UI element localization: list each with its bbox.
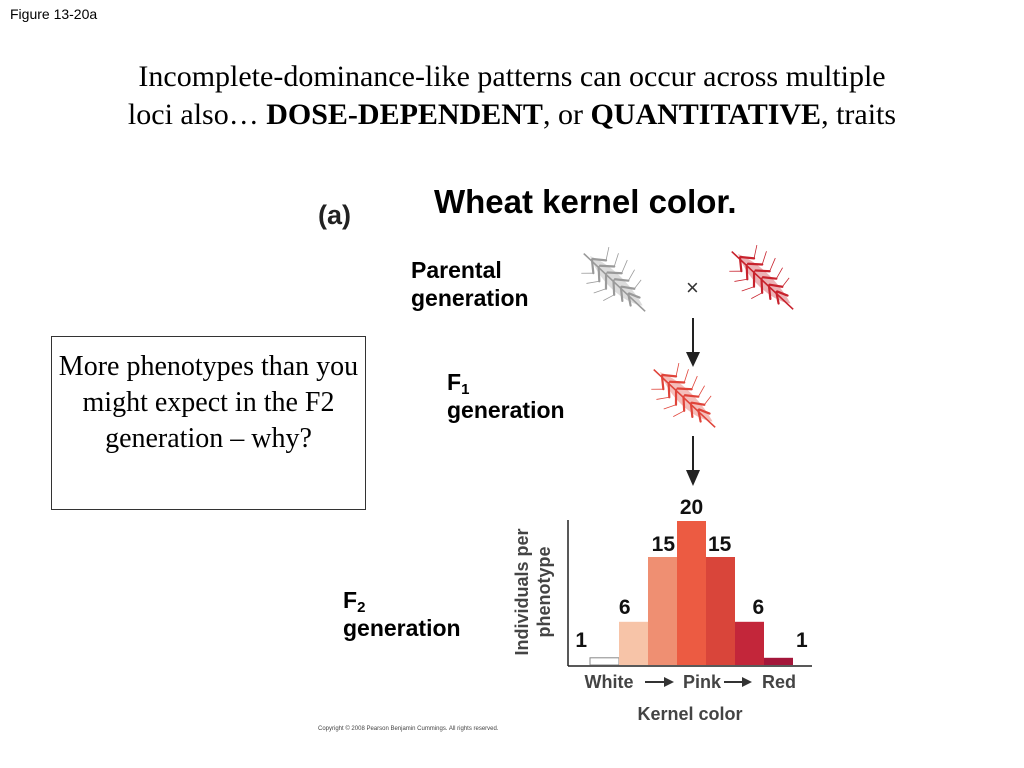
white-wheat-icon xyxy=(570,235,661,329)
x-tick-red: Red xyxy=(761,672,797,692)
bar-0 xyxy=(590,658,619,665)
bar-1 xyxy=(619,622,648,665)
y-axis-label-line1: Individuals per phenotype xyxy=(512,528,554,656)
red-wheat-icon xyxy=(718,233,809,327)
cross-symbol: × xyxy=(686,275,699,300)
bar-3 xyxy=(677,521,706,665)
title-line-1: Incomplete-dominance-like patterns can occur across multiple xyxy=(138,60,886,93)
bar-value-label-2: 15 xyxy=(651,533,675,556)
bar-value-label-6: 1 xyxy=(796,629,808,652)
parental-line2: generation xyxy=(411,285,529,311)
f2-line2: generation xyxy=(343,615,461,641)
parental-line1: Parental xyxy=(411,257,502,283)
title-prefix: loci also… xyxy=(127,98,267,131)
title-mid: , or xyxy=(542,98,591,131)
f1-line2: generation xyxy=(447,397,565,423)
title-bold-quant: QUANTITATIVE xyxy=(590,98,822,131)
bar-4 xyxy=(706,557,735,665)
bar-value-label-4: 15 xyxy=(708,533,732,556)
title-suffix: , traits xyxy=(821,98,897,131)
arrow-down-icon xyxy=(686,436,700,486)
x-tick-white: White xyxy=(584,672,634,692)
x-axis-label: Kernel color xyxy=(637,704,743,724)
diagram-title: Wheat kernel color. xyxy=(434,183,737,220)
bar-value-label-0: 1 xyxy=(575,629,587,652)
f1-subscript: 1 xyxy=(461,381,470,398)
arrow-down-icon xyxy=(686,318,700,367)
copyright-text: Copyright © 2008 Pearson Benjamin Cummings. All rights reserved. xyxy=(318,726,499,732)
arrow-right-icon xyxy=(724,677,752,687)
x-tick-pink: Pink xyxy=(682,672,722,692)
f2-histogram xyxy=(512,496,812,724)
bar-5 xyxy=(735,622,764,665)
title-bold-dose: DOSE-DEPENDENT xyxy=(266,98,543,131)
bar-6 xyxy=(764,658,793,665)
bar-value-label-3: 20 xyxy=(679,496,704,519)
question-box: More phenotypes than you might expect in the F2 generation – why? xyxy=(51,336,366,510)
arrow-right-icon xyxy=(645,677,674,687)
panel-label: (a) xyxy=(318,200,351,230)
bar-2 xyxy=(648,557,677,665)
f1-letter: F xyxy=(447,369,462,395)
figure-label: Figure 13-20a xyxy=(10,6,98,22)
f2-letter: F xyxy=(343,587,358,613)
f2-subscript: 2 xyxy=(357,599,366,616)
bar-value-label-5: 6 xyxy=(752,595,765,619)
bar-value-label-1: 6 xyxy=(618,595,631,619)
f1-wheat-icon xyxy=(640,351,731,445)
